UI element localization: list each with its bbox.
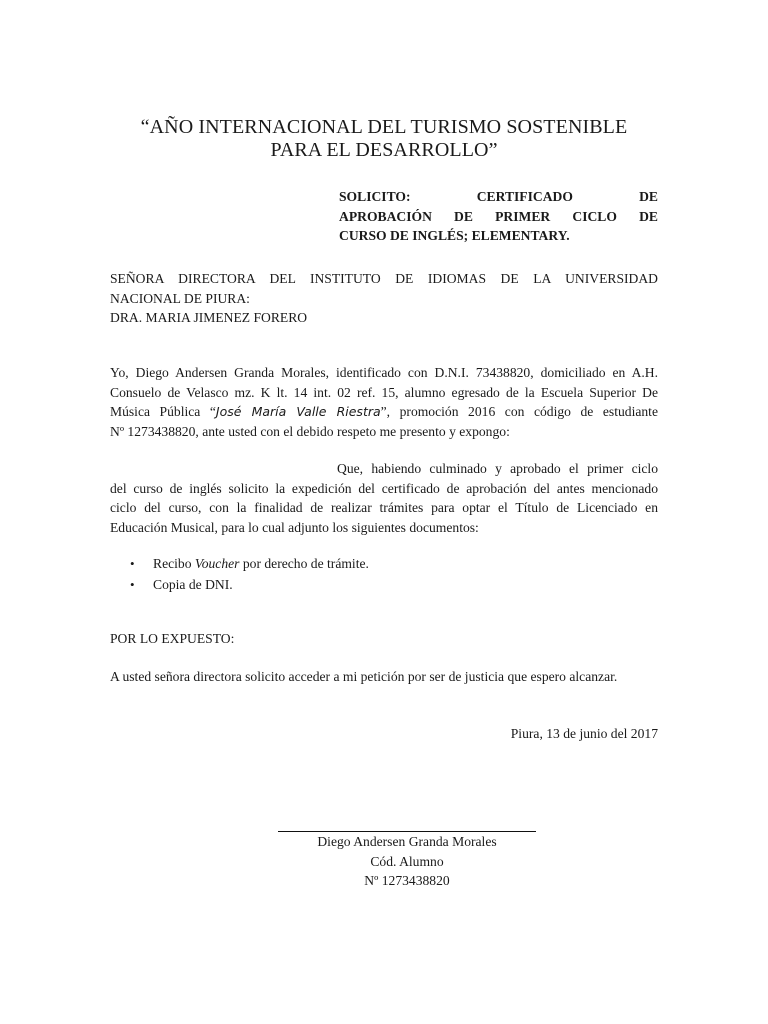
signature-block [278,832,536,891]
petition-paragraph: A usted señora directora solicito acceder a mi petición por ser de justicia que espero alcanzar. [110,669,618,684]
addressee-block [110,269,658,328]
intro-line-3 [110,402,658,422]
request-line-3: ciclo del curso, con la finalidad de realizar trámites para optar el Título de Licenciado en [110,500,658,515]
year-title [110,116,658,162]
intro-line-3-before: Música Pública “ [110,404,216,419]
list-item [110,553,658,574]
addressee-line-1: SEÑORA DIRECTORA DEL INSTITUTO DE IDIOMAS DE LA UNIVERSIDAD [110,271,658,286]
item-1-voucher: Voucher [194,556,240,571]
request-line-2: del curso de inglés solicito la expedición del certificado de aprobación del antes mencionado [110,480,658,496]
addressee-line-3: DRA. MARIA JIMENEZ FORERO [110,310,308,325]
signer-name: Diego Andersen Granda Morales [317,834,497,849]
intro-line-1: Yo, Diego Andersen Granda Morales, identificado con D.N.I. 73438820, domiciliado en A.H. [110,365,658,380]
item-1-before: Recibo [153,556,195,571]
por-lo-expuesto-heading: POR LO EXPUESTO: [110,631,235,646]
item-1-after: por derecho de trámite. [239,556,369,571]
intro-paragraph [110,363,658,441]
subject-line-1: SOLICITO: CERTIFICADO DE [339,189,658,204]
intro-line-2: Consuelo de Velasco mz. K lt. 14 int. 02 ref. 15, alumno egresado de la Escuela Superior De [110,384,658,400]
student-code-label: Cód. Alumno [370,853,444,869]
subject-line-3: CURSO DE INGLÉS; ELEMENTARY. [339,228,570,243]
intro-line-4: Nº 1273438820, ante usted con el debido respeto me presento y expongo: [110,423,510,439]
request-line-1: Que, habiendo culminado y aprobado el primer ciclo [337,461,658,476]
subject-line-2: APROBACIÓN DE PRIMER CICLO DE [339,208,658,224]
school-name: José María Valle Riestra [215,404,381,419]
year-title-line-1: “AÑO INTERNACIONAL DEL TURISMO SOSTENIBLE [140,116,628,138]
bullet-icon: • [130,577,135,592]
student-code-number: Nº 1273438820 [364,873,450,888]
request-line-4: Educación Musical, para lo cual adjunto los siguientes documentos: [110,519,479,535]
intro-line-3-after: ”, promoción 2016 con código de estudiante [380,404,658,419]
place-date: Piura, 13 de junio del 2017 [510,726,658,741]
item-2: Copia de DNI. [153,577,233,592]
request-paragraph [110,459,658,537]
year-title-line-2: PARA EL DESARROLLO” [270,139,498,161]
list-item [110,574,658,595]
addressee-line-2: NACIONAL DE PIURA: [110,290,250,306]
documents-list [110,553,658,595]
subject-block [339,187,658,246]
bullet-icon: • [130,556,135,571]
